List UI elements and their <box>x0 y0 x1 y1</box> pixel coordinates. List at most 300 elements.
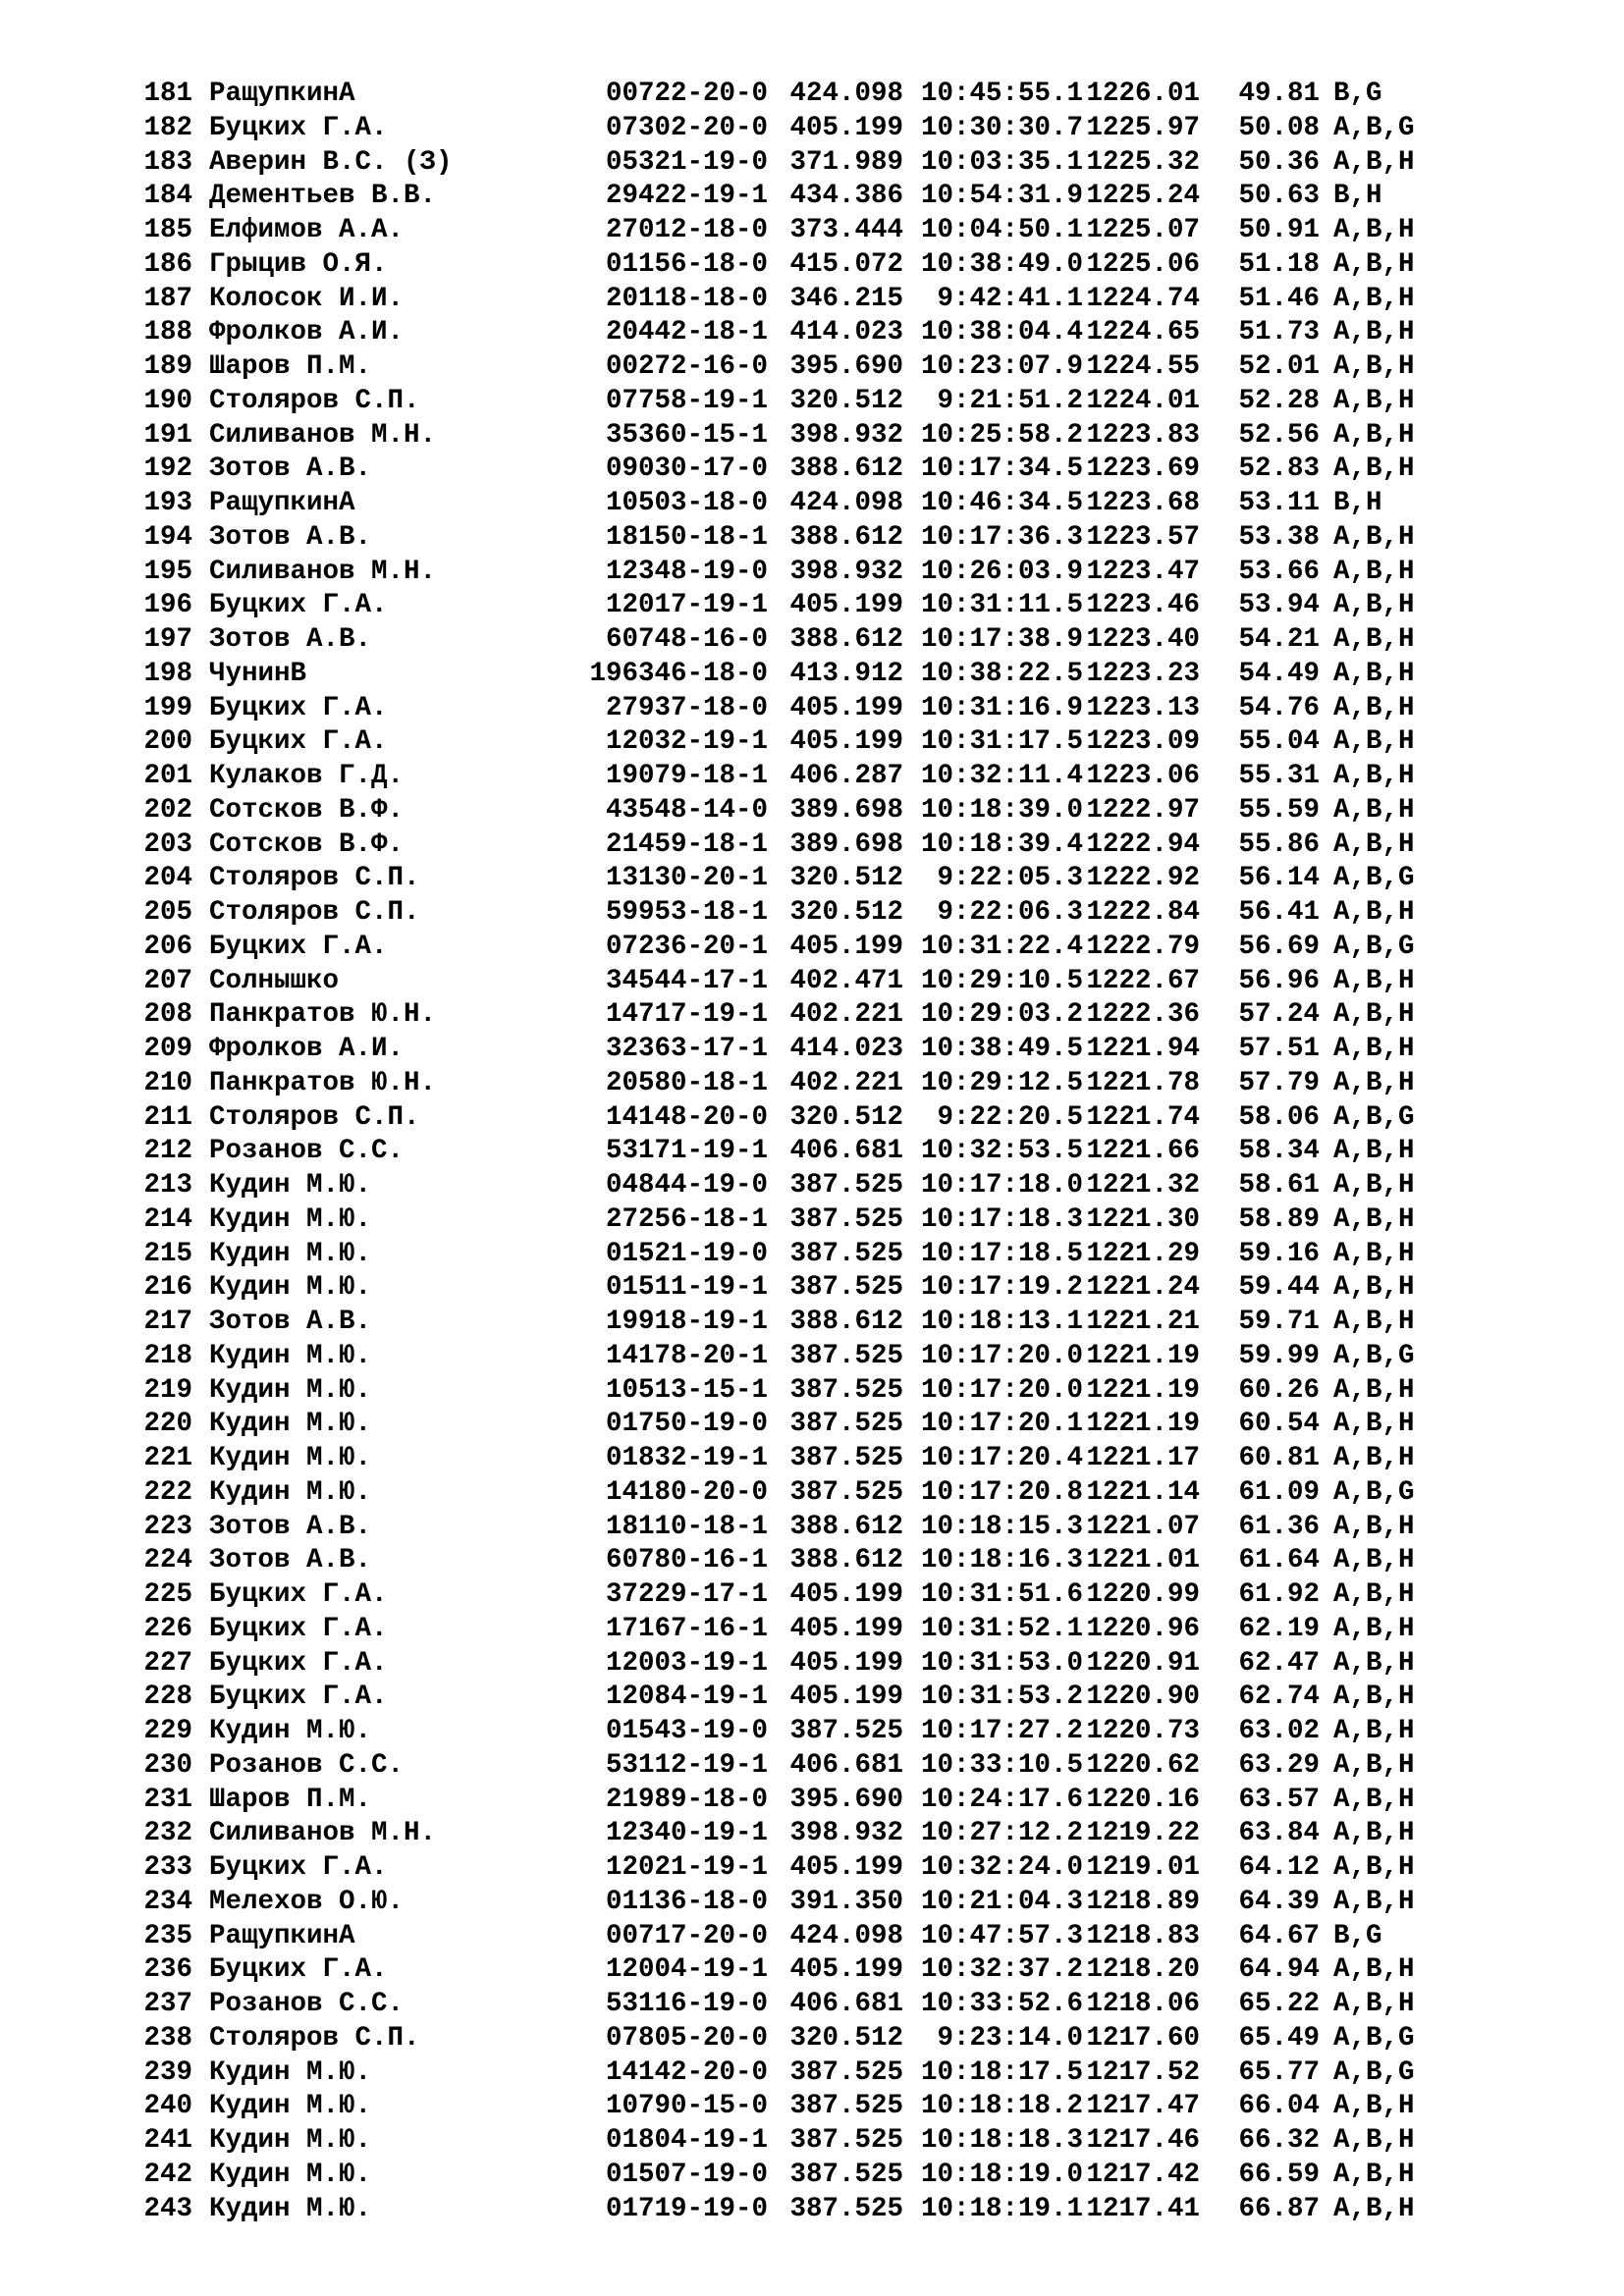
table-row <box>143 1306 1567 1340</box>
table-row <box>143 931 1567 965</box>
coefficient-cell: 53.11 <box>1238 488 1320 518</box>
place-cell: 209 <box>143 1034 192 1064</box>
time-cell: 10:18:19.0 <box>920 2159 1083 2190</box>
ring-cell: 12084-19-1 <box>605 1682 768 1713</box>
table-row <box>143 1169 1567 1203</box>
ring-cell: 05321-19-0 <box>605 146 768 178</box>
table-row <box>143 1647 1567 1682</box>
table-row <box>143 2159 1567 2193</box>
coefficient-cell: 52.83 <box>1238 454 1320 485</box>
time-cell: 10:18:39.0 <box>920 794 1083 826</box>
ring-cell: 53112-19-1 <box>605 1749 768 1781</box>
name-cell: Кудин М.Ю. <box>209 1170 372 1201</box>
time-cell: 10:26:03.9 <box>920 556 1083 587</box>
time-cell: 9:23:14.0 <box>937 2022 1083 2054</box>
distance-cell: 320.512 <box>789 2022 903 2054</box>
speed-cell: 1220.16 <box>1086 1784 1200 1815</box>
coefficient-cell: 55.86 <box>1238 828 1320 860</box>
table-row <box>143 1681 1567 1715</box>
time-cell: 10:31:53.2 <box>920 1682 1083 1713</box>
speed-cell: 1217.41 <box>1086 2193 1200 2224</box>
coefficient-cell: 65.77 <box>1238 2056 1320 2088</box>
place-cell: 206 <box>143 931 192 962</box>
place-cell: 200 <box>143 726 192 758</box>
speed-cell: 1220.99 <box>1086 1579 1200 1610</box>
groups-cell: A,B,H <box>1333 1989 1415 2019</box>
name-cell: Зотов А.В. <box>209 454 372 485</box>
distance-cell: 387.525 <box>789 2056 903 2088</box>
groups-cell: A,B,H <box>1333 897 1415 928</box>
name-cell: Силиванов М.Н. <box>209 556 437 587</box>
distance-cell: 398.932 <box>789 419 903 451</box>
name-cell: Фролков А.И. <box>209 1034 405 1064</box>
time-cell: 10:54:31.9 <box>920 181 1083 212</box>
table-row <box>143 896 1567 931</box>
name-cell: Кудин М.Ю. <box>209 1340 372 1371</box>
place-cell: 184 <box>143 181 192 212</box>
ring-cell: 60780-16-1 <box>605 1545 768 1576</box>
distance-cell: 405.199 <box>789 590 903 621</box>
speed-cell: 1222.36 <box>1086 999 1200 1031</box>
speed-cell: 1220.96 <box>1086 1613 1200 1644</box>
name-cell: Буцких Г.А. <box>209 726 388 758</box>
name-cell: Зотов А.В. <box>209 1545 372 1576</box>
groups-cell: A,B,H <box>1333 419 1415 451</box>
coefficient-cell: 53.38 <box>1238 521 1320 553</box>
table-row <box>143 2090 1567 2124</box>
groups-cell: A,B,G <box>1333 863 1415 894</box>
groups-cell: A,B,H <box>1333 590 1415 621</box>
table-row <box>143 1613 1567 1647</box>
ring-cell: 34544-17-1 <box>605 965 768 996</box>
table-row <box>143 146 1567 181</box>
distance-cell: 405.199 <box>789 1682 903 1713</box>
place-cell: 183 <box>143 146 192 178</box>
table-row <box>143 1203 1567 1238</box>
place-cell: 193 <box>143 488 192 518</box>
table-row <box>143 1476 1567 1511</box>
time-cell: 9:21:51.2 <box>937 385 1083 416</box>
distance-cell: 387.525 <box>789 1203 903 1235</box>
name-cell: Буцких Г.А. <box>209 1579 388 1610</box>
coefficient-cell: 63.84 <box>1238 1818 1320 1849</box>
name-cell: Грыцив О.Я. <box>209 248 388 280</box>
table-row <box>143 2056 1567 2091</box>
groups-cell: A,B,G <box>1333 112 1415 143</box>
place-cell: 226 <box>143 1613 192 1644</box>
distance-cell: 402.221 <box>789 999 903 1031</box>
time-cell: 10:31:52.1 <box>920 1613 1083 1644</box>
ring-cell: 01136-18-0 <box>605 1886 768 1917</box>
distance-cell: 388.612 <box>789 624 903 655</box>
groups-cell: A,B,H <box>1333 248 1415 280</box>
place-cell: 189 <box>143 351 192 382</box>
ring-cell: 37229-17-1 <box>605 1579 768 1610</box>
place-cell: 221 <box>143 1443 192 1473</box>
place-cell: 212 <box>143 1136 192 1167</box>
table-row <box>143 1374 1567 1409</box>
time-cell: 10:31:16.9 <box>920 692 1083 723</box>
groups-cell: B,G <box>1333 79 1382 109</box>
name-cell: Сотсков В.Ф. <box>209 794 405 826</box>
name-cell: Буцких Г.А. <box>209 1852 388 1883</box>
place-cell: 187 <box>143 283 192 314</box>
results-table <box>143 78 1567 2226</box>
name-cell: Розанов С.С. <box>209 1989 405 2019</box>
place-cell: 195 <box>143 556 192 587</box>
speed-cell: 1217.46 <box>1086 2125 1200 2156</box>
distance-cell: 395.690 <box>789 351 903 382</box>
groups-cell: A,B,H <box>1333 828 1415 860</box>
table-row <box>143 180 1567 214</box>
table-row <box>143 1135 1567 1169</box>
groups-cell: A,B,H <box>1333 1067 1415 1098</box>
name-cell: Буцких Г.А. <box>209 590 388 621</box>
table-row <box>143 453 1567 487</box>
groups-cell: A,B,H <box>1333 726 1415 758</box>
name-cell: Зотов А.В. <box>209 624 372 655</box>
groups-cell: A,B,H <box>1333 1443 1415 1473</box>
table-row <box>143 1408 1567 1442</box>
coefficient-cell: 50.63 <box>1238 181 1320 212</box>
distance-cell: 388.612 <box>789 521 903 553</box>
groups-cell: A,B,H <box>1333 1170 1415 1201</box>
distance-cell: 387.525 <box>789 1170 903 1201</box>
distance-cell: 406.681 <box>789 1989 903 2019</box>
distance-cell: 371.989 <box>789 146 903 178</box>
time-cell: 9:42:41.1 <box>937 283 1083 314</box>
ring-cell: 21459-18-1 <box>605 828 768 860</box>
groups-cell: A,B,H <box>1333 1511 1415 1542</box>
speed-cell: 1218.83 <box>1086 1920 1200 1951</box>
groups-cell: B,H <box>1333 181 1382 212</box>
time-cell: 10:27:12.2 <box>920 1818 1083 1849</box>
place-cell: 199 <box>143 692 192 723</box>
speed-cell: 1218.06 <box>1086 1989 1200 2019</box>
distance-cell: 415.072 <box>789 248 903 280</box>
groups-cell: A,B,H <box>1333 1272 1415 1304</box>
ring-cell: 20580-18-1 <box>605 1067 768 1098</box>
coefficient-cell: 61.92 <box>1238 1579 1320 1610</box>
distance-cell: 387.525 <box>789 2159 903 2190</box>
groups-cell: A,B,H <box>1333 1579 1415 1610</box>
name-cell: РащупкинА <box>209 488 355 518</box>
groups-cell: A,B,H <box>1333 317 1415 348</box>
distance-cell: 402.471 <box>789 965 903 996</box>
coefficient-cell: 53.66 <box>1238 556 1320 587</box>
groups-cell: A,B,H <box>1333 1238 1415 1269</box>
coefficient-cell: 65.49 <box>1238 2022 1320 2054</box>
speed-cell: 1226.01 <box>1086 79 1200 109</box>
groups-cell: A,B,H <box>1333 351 1415 382</box>
table-row <box>143 556 1567 590</box>
place-cell: 215 <box>143 1238 192 1269</box>
name-cell: Столяров С.П. <box>209 863 420 894</box>
coefficient-cell: 63.02 <box>1238 1716 1320 1746</box>
groups-cell: A,B,H <box>1333 1136 1415 1167</box>
speed-cell: 1221.01 <box>1086 1545 1200 1576</box>
name-cell: Кудин М.Ю. <box>209 1409 372 1440</box>
groups-cell: A,B,H <box>1333 215 1415 245</box>
name-cell: Зотов А.В. <box>209 1307 372 1337</box>
place-cell: 240 <box>143 2091 192 2122</box>
name-cell: Солнышко <box>209 965 340 996</box>
groups-cell: A,B,H <box>1333 965 1415 996</box>
place-cell: 236 <box>143 1954 192 1986</box>
coefficient-cell: 50.91 <box>1238 215 1320 245</box>
coefficient-cell: 53.94 <box>1238 590 1320 621</box>
table-row <box>143 316 1567 350</box>
time-cell: 10:17:20.0 <box>920 1374 1083 1406</box>
distance-cell: 387.525 <box>789 1443 903 1473</box>
groups-cell: A,B,H <box>1333 1409 1415 1440</box>
coefficient-cell: 62.74 <box>1238 1682 1320 1713</box>
coefficient-cell: 52.56 <box>1238 419 1320 451</box>
coefficient-cell: 57.51 <box>1238 1034 1320 1064</box>
speed-cell: 1221.78 <box>1086 1067 1200 1098</box>
groups-cell: A,B,H <box>1333 1716 1415 1746</box>
table-row <box>143 623 1567 658</box>
coefficient-cell: 51.73 <box>1238 317 1320 348</box>
table-row <box>143 828 1567 863</box>
speed-cell: 1221.94 <box>1086 1034 1200 1064</box>
table-row <box>143 862 1567 896</box>
speed-cell: 1220.90 <box>1086 1682 1200 1713</box>
table-row <box>143 2022 1567 2056</box>
place-cell: 216 <box>143 1272 192 1304</box>
coefficient-cell: 58.89 <box>1238 1203 1320 1235</box>
ring-cell: 27937-18-0 <box>605 692 768 723</box>
distance-cell: 387.525 <box>789 1716 903 1746</box>
place-cell: 192 <box>143 454 192 485</box>
ring-cell: 00272-16-0 <box>605 351 768 382</box>
distance-cell: 320.512 <box>789 863 903 894</box>
speed-cell: 1221.07 <box>1086 1511 1200 1542</box>
ring-cell: 14717-19-1 <box>605 999 768 1031</box>
distance-cell: 389.698 <box>789 828 903 860</box>
groups-cell: A,B,H <box>1333 794 1415 826</box>
name-cell: ЧунинВ <box>209 658 307 689</box>
coefficient-cell: 59.71 <box>1238 1307 1320 1337</box>
table-row <box>143 1715 1567 1749</box>
name-cell: Шаров П.М. <box>209 351 372 382</box>
time-cell: 10:17:27.2 <box>920 1716 1083 1746</box>
time-cell: 10:17:20.8 <box>920 1476 1083 1508</box>
time-cell: 10:32:24.0 <box>920 1852 1083 1883</box>
distance-cell: 405.199 <box>789 1954 903 1986</box>
ring-cell: 19079-18-1 <box>605 761 768 791</box>
distance-cell: 398.932 <box>789 1818 903 1849</box>
name-cell: Розанов С.С. <box>209 1749 405 1781</box>
place-cell: 234 <box>143 1886 192 1917</box>
distance-cell: 434.386 <box>789 181 903 212</box>
distance-cell: 405.199 <box>789 1647 903 1679</box>
speed-cell: 1223.46 <box>1086 590 1200 621</box>
name-cell: Буцких Г.А. <box>209 931 388 962</box>
ring-cell: 07236-20-1 <box>605 931 768 962</box>
time-cell: 10:04:50.1 <box>920 215 1083 245</box>
groups-cell: A,B,H <box>1333 1749 1415 1781</box>
groups-cell: A,B,H <box>1333 2159 1415 2190</box>
groups-cell: A,B,H <box>1333 1034 1415 1064</box>
ring-cell: 01804-19-1 <box>605 2125 768 2156</box>
distance-cell: 406.287 <box>789 761 903 791</box>
coefficient-cell: 58.06 <box>1238 1101 1320 1133</box>
speed-cell: 1220.62 <box>1086 1749 1200 1781</box>
coefficient-cell: 57.79 <box>1238 1067 1320 1098</box>
place-cell: 202 <box>143 794 192 826</box>
time-cell: 10:38:49.5 <box>920 1034 1083 1064</box>
speed-cell: 1221.30 <box>1086 1203 1200 1235</box>
table-row <box>143 965 1567 999</box>
place-cell: 198 <box>143 658 192 689</box>
distance-cell: 406.681 <box>789 1136 903 1167</box>
ring-cell: 20442-18-1 <box>605 317 768 348</box>
distance-cell: 373.444 <box>789 215 903 245</box>
table-row <box>143 1784 1567 1818</box>
coefficient-cell: 49.81 <box>1238 79 1320 109</box>
coefficient-cell: 64.12 <box>1238 1852 1320 1883</box>
coefficient-cell: 51.46 <box>1238 283 1320 314</box>
speed-cell: 1221.74 <box>1086 1101 1200 1133</box>
groups-cell: A,B,H <box>1333 1203 1415 1235</box>
groups-cell: A,B,H <box>1333 521 1415 553</box>
ring-cell: 60748-16-0 <box>605 624 768 655</box>
coefficient-cell: 59.16 <box>1238 1238 1320 1269</box>
name-cell: Столяров С.П. <box>209 897 420 928</box>
speed-cell: 1222.84 <box>1086 897 1200 928</box>
coefficient-cell: 66.59 <box>1238 2159 1320 2190</box>
coefficient-cell: 60.54 <box>1238 1409 1320 1440</box>
speed-cell: 1221.19 <box>1086 1374 1200 1406</box>
name-cell: Силиванов М.Н. <box>209 419 437 451</box>
distance-cell: 320.512 <box>789 1101 903 1133</box>
table-row <box>143 419 1567 454</box>
name-cell: РащупкинА <box>209 1920 355 1951</box>
place-cell: 186 <box>143 248 192 280</box>
groups-cell: A,B,H <box>1333 1307 1415 1337</box>
table-row <box>143 1851 1567 1886</box>
place-cell: 201 <box>143 761 192 791</box>
distance-cell: 413.912 <box>789 658 903 689</box>
name-cell: Колосок И.И. <box>209 283 405 314</box>
coefficient-cell: 62.19 <box>1238 1613 1320 1644</box>
distance-cell: 388.612 <box>789 1307 903 1337</box>
place-cell: 190 <box>143 385 192 416</box>
time-cell: 10:21:04.3 <box>920 1886 1083 1917</box>
table-row <box>143 2193 1567 2227</box>
groups-cell: A,B,H <box>1333 1818 1415 1849</box>
table-row <box>143 760 1567 794</box>
speed-cell: 1221.17 <box>1086 1443 1200 1473</box>
coefficient-cell: 56.41 <box>1238 897 1320 928</box>
time-cell: 10:30:30.7 <box>920 112 1083 143</box>
distance-cell: 405.199 <box>789 726 903 758</box>
table-row <box>143 2124 1567 2159</box>
time-cell: 10:31:22.4 <box>920 931 1083 962</box>
speed-cell: 1223.40 <box>1086 624 1200 655</box>
groups-cell: A,B,H <box>1333 454 1415 485</box>
coefficient-cell: 55.31 <box>1238 761 1320 791</box>
speed-cell: 1225.24 <box>1086 181 1200 212</box>
distance-cell: 387.525 <box>789 1272 903 1304</box>
ring-cell: 01543-19-0 <box>605 1716 768 1746</box>
place-cell: 182 <box>143 112 192 143</box>
place-cell: 220 <box>143 1409 192 1440</box>
distance-cell: 414.023 <box>789 1034 903 1064</box>
distance-cell: 405.199 <box>789 692 903 723</box>
distance-cell: 424.098 <box>789 1920 903 1951</box>
place-cell: 235 <box>143 1920 192 1951</box>
groups-cell: A,B,H <box>1333 385 1415 416</box>
time-cell: 10:29:12.5 <box>920 1067 1083 1098</box>
distance-cell: 388.612 <box>789 1511 903 1542</box>
groups-cell: A,B,H <box>1333 1886 1415 1917</box>
time-cell: 10:38:22.5 <box>920 658 1083 689</box>
coefficient-cell: 60.81 <box>1238 1443 1320 1473</box>
coefficient-cell: 60.26 <box>1238 1374 1320 1406</box>
ring-cell: 10513-15-1 <box>605 1374 768 1406</box>
place-cell: 210 <box>143 1067 192 1098</box>
groups-cell: A,B,G <box>1333 1101 1415 1133</box>
groups-cell: A,B,H <box>1333 1545 1415 1576</box>
ring-cell: 01750-19-0 <box>605 1409 768 1440</box>
place-cell: 241 <box>143 2125 192 2156</box>
distance-cell: 388.612 <box>789 1545 903 1576</box>
speed-cell: 1225.32 <box>1086 146 1200 178</box>
distance-cell: 395.690 <box>789 1784 903 1815</box>
distance-cell: 388.612 <box>789 454 903 485</box>
time-cell: 10:17:18.0 <box>920 1170 1083 1201</box>
ring-cell: 07758-19-1 <box>605 385 768 416</box>
time-cell: 10:18:17.5 <box>920 2056 1083 2088</box>
groups-cell: A,B,H <box>1333 658 1415 689</box>
coefficient-cell: 61.09 <box>1238 1476 1320 1508</box>
name-cell: Дементьев В.В. <box>209 181 437 212</box>
name-cell: Кудин М.Ю. <box>209 1716 372 1746</box>
distance-cell: 387.525 <box>789 2125 903 2156</box>
groups-cell: A,B,G <box>1333 1476 1415 1508</box>
place-cell: 207 <box>143 965 192 996</box>
time-cell: 10:33:10.5 <box>920 1749 1083 1781</box>
place-cell: 231 <box>143 1784 192 1815</box>
table-row <box>143 998 1567 1033</box>
coefficient-cell: 59.99 <box>1238 1340 1320 1371</box>
ring-cell: 14180-20-0 <box>605 1476 768 1508</box>
place-cell: 233 <box>143 1852 192 1883</box>
table-row <box>143 1238 1567 1272</box>
distance-cell: 387.525 <box>789 2091 903 2122</box>
ring-cell: 01511-19-1 <box>605 1272 768 1304</box>
ring-cell: 12032-19-1 <box>605 726 768 758</box>
coefficient-cell: 54.49 <box>1238 658 1320 689</box>
name-cell: Кудин М.Ю. <box>209 1272 372 1304</box>
groups-cell: A,B,H <box>1333 2091 1415 2122</box>
time-cell: 10:23:07.9 <box>920 351 1083 382</box>
coefficient-cell: 64.67 <box>1238 1920 1320 1951</box>
table-row <box>143 214 1567 248</box>
coefficient-cell: 61.36 <box>1238 1511 1320 1542</box>
distance-cell: 424.098 <box>789 488 903 518</box>
coefficient-cell: 57.24 <box>1238 999 1320 1031</box>
name-cell: Панкратов Ю.Н. <box>209 1067 437 1098</box>
coefficient-cell: 63.29 <box>1238 1749 1320 1781</box>
ring-cell: 35360-15-1 <box>605 419 768 451</box>
table-row <box>143 385 1567 419</box>
time-cell: 10:29:10.5 <box>920 965 1083 996</box>
speed-cell: 1223.69 <box>1086 454 1200 485</box>
ring-cell: 19918-19-1 <box>605 1307 768 1337</box>
